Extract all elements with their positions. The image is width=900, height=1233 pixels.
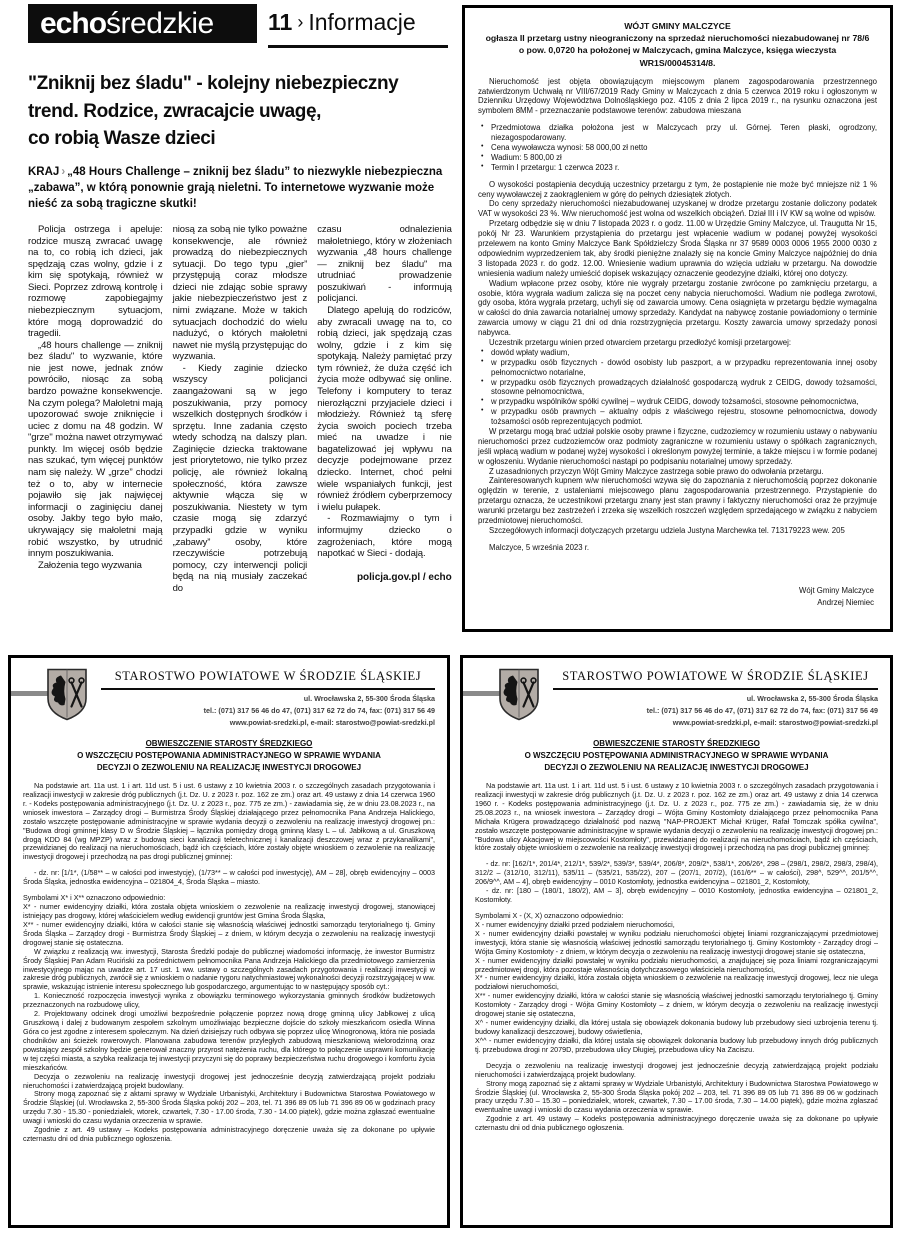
starostwo-contact: [647, 693, 878, 729]
announcement-paragraph: Zainteresowanych kupnem w/w nieruchomości wzywa się do zapoznania z nieruchomością poprzez dokonanie oględzin w terenie, z ustaleniami miejscowego planu zagospodarowania przestrzennego. Przystąpienie do przetargu oznacza, że uczestnikowi przetargu znany jest stan prawny i faktyczny nieruchomości oraz że przyjmuje warunki przetargu bez zastrzeżeń i zrzeka się wszelkich roszczeń względem sprzedającego w związku z nabyciem przedmiotowej nieruchomości.: [478, 476, 877, 525]
section-name: Informacje: [308, 9, 416, 35]
notice-paragraph: Na podstawie art. 11a ust. 1 i art. 11d ust. 5 i ust. 6 ustawy z 10 kwietnia 2003 r. o szczególnych zasadach przygotowania i realizacji inwestycji w zakresie dróg publicznych (j.t. Dz. U. z 2023 r. poz. 162 ze zm.) oraz art. 49 ustawy z dnia 14 czerwca 1960 r. - Kodeks postępowania administracyjnego (j.t. Dz. U. z 2023 r., poz. 775 ze zm.) - zawiadamia się, że w dniu 25.08.2023 r., na wniosek inwestora – Zarządcy drogi – Wójta Gminy Kostomłoty działającego przez pełnomocnika Pana Michała Krügera prowadzącego działalność pod nazwą "NAP-PROJEKT Michał Krüger, Rafał Tomczak spółka cywilna", zostało wszczęte postępowanie administracyjne w sprawie wydania decyzji o zezwoleniu na realizację inwestycji drogowej pn.: "Budowa ulicy Akacjowej w miejscowości Kostomłoty", przewidzianej do realizacji na nieruchomościach, bądź ich częściach, które zostały objęte wnioskiem o zezwolenie na realizację inwestycji drogowej i przechodzą na pas drogi publicznej gminnej:: [475, 781, 878, 853]
announcement-heading-authority: WÓJT GMINY MALCZYCE: [624, 21, 731, 31]
signature-block: [799, 585, 874, 609]
notice-subtitle-1: O WSZCZĘCIU POSTĘPOWANIA ADMINISTRACYJNEGO W SPRAWIE WYDANIA: [77, 751, 381, 760]
notice-paragraph: X^^ - numer ewidencyjny działki, dla której ustala się obowiązek dokonania budowy lub przebudowy innych dróg publicznych tj. przebudowa drogi nr 2079D, przebudowa ulicy Długiej, przebudowa ulicy Na Zaciszu.: [475, 1035, 878, 1054]
lead-tag: KRAJ: [28, 165, 60, 178]
coat-of-arms-icon: [499, 668, 539, 721]
article-body: [28, 224, 452, 622]
announcement-paragraph: Z uzasadnionych przyczyn Wójt Gminy Malczyce zastrzega sobie prawo do odwołania przetargu.: [489, 466, 824, 476]
announcement-paragraph: Szczegółowych informacji dotyczących przetargu udziela Justyna Marchewka tel. 713179223 wew. 205: [489, 525, 845, 535]
notice-paragraph: X - numer ewidencyjny działki powstałej w wyniku podziału nieruchomości objętej liniami rozgraniczającymi przedmiotowej inwestycji, która stanie się własnością właściwej jednostki samorządu terytorialnego tj. Gminy Kostomłoty - Zarządcy drogi – Wójta Gminy Kostomłoty - z dniem, w którym decyzja o zezwoleniu na realizację inwestycji drogowej stanie się ostateczna,: [475, 928, 878, 956]
notice-subtitle-2: DECYZJI O ZEZWOLENIU NA REALIZACJĘ INWESTYCJI DROGOWEJ: [544, 763, 809, 772]
masthead-echo: echo: [40, 6, 107, 40]
notice-paragraph: X** - numer ewidencyjny działki, która w całości stanie się własnością właściwej jednostki samorządu terytorialnego tj. Gminy Kostomłoty - Zarządcy drogi - Wójta Gminy Kostomłoty – z dniem, w którym decyzja o zezwoleniu na realizację inwestycji drogowej stanie się ostateczna,: [475, 991, 878, 1019]
announcement-paragraph: • w przypadku osób prawnych – aktualny odpis z właściwego rejestru, stosowne pełnomocnictwa, dowody tożsamości osób reprezentujących podmiot.: [478, 407, 877, 427]
notice-paragraph: X* - numer ewidencyjny działki, która została objęta wnioskiem o zezwolenie na realizację inwestycji drogowej, lecz nie ulega podziałowi nieruchomości,: [475, 973, 878, 992]
announcement-malczyce: [462, 5, 893, 632]
article-column-1: [28, 224, 163, 622]
announcement-body: [478, 77, 877, 553]
announcement-paragraph: Uczestnik przetargu winien przed otwarciem przetargu przedłożyć komisji przetargowej:: [489, 337, 792, 347]
article-column-2: [173, 224, 308, 622]
notice-paragraph: - dz. nr: [1/1*, (1/58** – w całości pod inwestycję), (1/73** – w całości pod inwestycję), AM – 28], obręb ewidencyjny – 0003 Środa Śląska, jednostka ewidencyjna – 021804_4, Środa Śląska – miasto.: [23, 868, 435, 887]
article-paragraph: Założenia tego wyzwania: [38, 559, 142, 571]
article-paragraph: - Kiedy zaginie dziecko wszyscy policjanci zaangażowani są w jego poszukiwania, przy pomocy wszelkich dostępnych środków i sprzętu. Inne zadania często wtedy schodzą na dalszy plan. Zaginięcie dziecka traktowane jest priorytetowo, nie tylko przez policję, ale również lokalną społeczność, która zawsze aktywnie włącza się w poszukiwania. Niestety w tym czasie mogą się zdarzyć przypadki gdzie w wyniku „zabawy” osoby, które rzeczywiście potrzebują pomocy, czy interwencji policji będą na nią musiały zaczekać do: [172, 362, 308, 594]
announcement-starostwo-sroda: [8, 655, 450, 1228]
notice-paragraph: 1. Konieczność rozpoczęcia inwestycji wynika z obowiązku terminowego wykorzystania gminnych środków budżetowych przeznaczonych na rozbudowę ulicy,: [23, 991, 435, 1010]
notice-paragraph: Strony mogą zapoznać się z aktami sprawy w Wydziale Urbanistyki, Architektury i Budownictwa Starostwa Powiatowego w Środzie Śląskiej (ul. Wrocławska 2, 55-300 Środa Śląska pokój 202 – 203, tel. 71 396 89 05 lub 71 396 89 06 w godzinach pracy urzędu 7.30 - 15.30 - poniedziałek, wtorek, czwartek, 7.30 - 17.00 środa, 7.30 - 14.00 piątek), gdzie można zgłaszać ewentualne uwagi i wnioski do czasu wydania orzeczenia w sprawie.: [23, 1089, 435, 1126]
notice-paragraph: X - numer ewidencyjny działki przed podziałem nieruchomości,: [475, 919, 675, 929]
announcement-heading-subject: ogłasza II przetarg ustny nieograniczony na sprzedaż nieruchomości niezabudowanej nr 78/6 o pow. 0,0720 ha położonej w Malczycach, gmina Malczyce, księga wieczysta WR1S/00045314/8.: [485, 33, 870, 68]
starostwo-letterhead: [23, 668, 435, 734]
starostwo-address: ul. Wrocławska 2, 55-300 Środa Śląska: [303, 694, 435, 703]
notice-heading: [23, 738, 435, 774]
starostwo-name: STAROSTWO POWIATOWE W ŚRODZIE ŚLĄSKIEJ: [101, 669, 435, 690]
announcement-heading: [485, 20, 870, 69]
article-lead: [28, 164, 452, 212]
notice-title: OBWIESZCZENIE STAROSTY ŚREDZKIEGO: [145, 739, 313, 748]
announcement-paragraph: • dowód wpłaty wadium,: [478, 348, 877, 358]
notice-paragraph: X** - numer ewidencyjny działki, która w całości stanie się własnością właściwej jednostki samorządu terytorialnego tj. Gminy Środa Śląska – Zarządcy drogi - Burmistrza Środy Śląskiej – z dniem, w którym decyzja o zezwoleniu na realizację inwestycji drogowej stanie się ostateczna.: [23, 919, 435, 947]
notice-paragraph: X - numer ewidencyjny działki powstałej w wyniku podziału nieruchomości, a znajdującej się poza liniami rozgraniczającymi przedmiotowej drogi, która pozostaje własnością dotychczasowego właściciela nieruchomości,: [475, 955, 878, 974]
notice-paragraph: X^ - numer ewidencyjny działki, dla której ustala się obowiązek dokonania budowy lub przebudowy sieci uzbrojenia terenu tj. budowy kanalizacji deszczowej, budowy oświetlenia,: [475, 1018, 878, 1036]
notice-heading: [475, 738, 878, 774]
article-title-line: co robią Wasze dzieci: [28, 128, 216, 150]
starostwo-phone: tel.: (071) 317 56 46 do 47, (071) 317 62 72 do 74, fax: (071) 317 56 49: [646, 705, 878, 715]
article: [28, 70, 452, 622]
notice-body: [23, 782, 435, 1144]
announcement-paragraph: • Wadium: 5 800,00 zł: [478, 153, 877, 163]
announcement-paragraph: • w przypadku osób fizycznych prowadzących działalność gospodarczą wydruk z CEIDG, dowody tożsamości, stosowne pełnomocnictwa,: [478, 378, 877, 398]
notice-subtitle-2: DECYZJI O ZEZWOLENIU NA REALIZACJĘ INWESTYCJI DROGOWEJ: [96, 763, 362, 772]
notice-paragraph: Zgodnie z art. 49 ustawy – Kodeks postępowania administracyjnego doręczenie uważa się za dokonane po upływie czternastu dni od dnia publicznego ogłoszenia.: [23, 1125, 435, 1144]
notice-title: OBWIESZCZENIE STAROSTY ŚREDZKIEGO: [593, 739, 760, 748]
notice-paragraph: X* - numer ewidencyjny działki, która została objęta wnioskiem o zezwolenie na realizację inwestycji drogowej, stanowiącej istniejący pas drogowy, której właścicielem według ewidencji gruntów jest Gmina Środa Śląska,: [23, 902, 435, 920]
notice-body: [475, 782, 878, 1133]
lead-text: „48 Hours Challenge – zniknij bez śladu” to niezwykle niebezpieczna „zabawa”, w którą ponownie grają nieletni. To internetowe wyzwanie może nieść za sobą tragiczne skutki!: [28, 165, 443, 210]
page-section-header: [268, 9, 416, 36]
announcement-paragraph: W przetargu mogą brać udział polskie osoby prawne i fizyczne, cudzoziemcy w rozumieniu ustawy o nabywaniu nieruchomości przez cudzoziemców oraz podmioty zagraniczne w rozumieniu ustawy o spółkach zagranicznych, jeśli wpłacą wadium w podanej wyżej wysokości i określonym powyżej terminie, a także miejscu i w formie podanej w ogłoszeniu. Wydanie nieruchomości nastąpi po podpisaniu notarialnej umowy sprzedaży.: [478, 426, 877, 466]
page-number: 11: [268, 9, 293, 35]
announcement-paragraph: Do ceny sprzedaży nieruchomości niezabudowanej uzyskanej w drodze przetargu zostanie doliczony podatek VAT w wysokości 23 %. W/w nieruchomość jest wolna od wszelkich obciążeń. Dział III i IV KW są wolne od wpisów.: [478, 199, 877, 219]
article-paragraph: Policja ostrzega i apeluje: rodzice muszą zwracać uwagę na to, co robią ich dzieci, jak spędzają czas wolny, gdzie i z kim się spotykają, również w Sieci. Poprzez zdrową kontrolę i rozmowę zapobiegajmy niebezpiecznym sytuacjom, które mogą doprowadzić do tragedii.: [28, 223, 163, 340]
announcement-paragraph: Wadium wpłacone przez osoby, które nie wygrały przetargu zostanie zwrócone po zamknięciu przetargu, a osobie, która wygrała wadium zalicza się na poczet ceny nabycia nieruchomości. Wadium nie podlega zwrotowi, gdy osoba, która wygrała przetarg, uchyli się od zawarcia umowy. Cena osiągnięta w przetargu będzie wymagalna w całości do dnia zawarcia notarialnej umowy sprzedaży. Kandydat na nabywcę zostanie powiadomiony o terminie zawarcia umowy w ciągu 21 dni od dnia rozstrzygnięcia przetargu. Koszty zawarcia umowy sprzedaży ponosi nabywca.: [478, 278, 877, 338]
notice-paragraph: Strony mogą zapoznać się z aktami sprawy w Wydziale Urbanistyki, Architektury i Budownictwa Starostwa Powiatowego w Środzie Śląskiej (ul. Wrocławska 2, 55-300 Środa Śląska pokój 202 – 203, tel. 71 396 89 05 lub 71 396 89 06 w godzinach pracy urzędu 7.30 – 15.30 – poniedziałek, wtorek, czwartek, 7.30 – 17.00 środa, 7.30 – 14.00 piątek), gdzie można zgłaszać ewentualne uwagi i wnioski do czasu wydania orzeczenia w sprawie.: [475, 1078, 878, 1115]
article-paragraph: czasu odnalezienia małoletniego, który w złożeniach wyzwania „48 hours challenge — zniknij bez śladu" ma utrudniać prowadzenie poszukiwań - informują policjanci.: [317, 223, 452, 305]
article-title-line: "Zniknij bez śladu" - kolejny niebezpieczny: [28, 73, 399, 94]
starostwo-name: STAROSTWO POWIATOWE W ŚRODZIE ŚLĄSKIEJ: [553, 669, 878, 690]
notice-paragraph: Na podstawie art. 11a ust. 1 i art. 11d ust. 5 i ust. 6 ustawy z 10 kwietnia 2003 r. o szczególnych zasadach przygotowania i realizacji inwestycji w zakresie dróg publicznych (j.t. Dz. U. z 2023 r. poz. 162 ze zm.) oraz art. 49 ustawy z dnia 14 czerwca 1960 r. - Kodeks postępowania administracyjnego (j.t. Dz. U. z 2023 r., poz. 775 ze zm.) - zawiadamia się, że w dniu 23.08.2023 r., na wniosek inwestora – Zarządcy drogi – Burmistrza Środy Śląskiej działającego przez pełnomocnika Pana Andrzeja Halickiego, zostało wszczęte postępowanie administracyjne w sprawie wydania decyzji o zezwoleniu na realizację inwestycji drogowej pn.: "Budowa drogi gminnej klasy D w Środzie Śląskiej – łącznika pomiędzy drogą gminną klasy L – ul. Jabłkową a ul. Gruszkową drogą KDD 84 (wg MPZP) wraz z budową sieci kanalizacji teletechnicznej i kanalizacji deszczowej wraz z przykanalikami", przewidzianej do realizacji na nieruchomościach, bądź ich częściach, które zostały objęte wnioskiem o zezwolenie na realizację inwestycji drogowej i przechodzą na pas drogi publicznej gminnej:: [23, 781, 435, 862]
masthead-sredzkie: średzkie: [106, 6, 214, 40]
signature-name: Andrzej Niemiec: [817, 597, 874, 607]
announcement-paragraph: Przetarg odbędzie się w dniu 7 listopada 2023 r. o godz. 11.00 w Urzędzie Gminy Malczyce, ul. Traugutta Nr 15, pokój Nr 23. Warunkiem przystąpienia do przetargu jest wpłacenie wadium w podanej powyżej wysokości przelewem na konto Gminy Malczyce Bank Spółdzielczy Środa Śląska nr 37 9589 0003 0006 1955 2000 0030 z odpowiednim wyprzedzeniem tak, aby środki pieniężne znalazły się na koncie Gminy Malczyce najpóźniej do dnia 3 listopada 2023 r. do godz. 12.00. Wniesienie wadium uprawnia do wzięcia udziału w przetargu. Na dowodzie wniesienia wadium należy umieścić dopisek wskazujący oznaczenie geodezyjne działki, której ono dotyczy.: [478, 219, 877, 278]
announcement-paragraph: • Cena wywoławcza wynosi: 58 000,00 zł netto: [478, 143, 877, 153]
notice-paragraph: Decyzja o zezwoleniu na realizację inwestycji drogowej jest jednocześnie decyzją zatwierdzającą projekt podziału nieruchomości i zatwierdzającą projekt budowlany.: [475, 1060, 878, 1079]
article-paragraph: - Rozmawiajmy o tym i informujmy dziecko o zagrożeniach, które mogą napotkać w Sieci - dodają.: [317, 513, 452, 560]
chevron-right-icon: ›: [61, 165, 66, 178]
notice-paragraph: Symbolami X* i X** oznaczono odpowiednio:: [23, 893, 166, 903]
article-title: [28, 70, 452, 153]
notice-paragraph: - dz. nr: [180 – (180/1, 180/2), AM – 3], obręb ewidencyjny – 0010 Kostomłoty, jednostka ewidencyjna – 021801_2, Kostomłoty.: [475, 886, 878, 905]
notice-paragraph: Zgodnie z art. 49 ustawy – Kodeks postępowania administracyjnego doręczenie uważa się za dokonane po upływie czternastu dni od dnia publicznego ogłoszenia.: [475, 1114, 878, 1133]
starostwo-contact: [204, 693, 435, 729]
chevron-right-icon: ›: [297, 12, 304, 32]
masthead: [28, 4, 257, 43]
announcement-paragraph: • w przypadku wspólników spółki cywilnej – wydruk CEIDG, dowody tożsamości, stosowne pełnomocnictwa,: [478, 397, 877, 407]
section-underline: [268, 45, 448, 48]
starostwo-phone: tel.: (071) 317 56 46 do 47, (071) 317 62 72 do 74, fax: (071) 317 56 49: [203, 705, 435, 715]
announcement-paragraph: • Termin I przetargu: 1 czerwca 2023 r.: [478, 163, 877, 173]
starostwo-web-email: www.powiat-sredzki.pl, e-mail: starostwo@powiat-sredzki.pl: [672, 717, 878, 727]
announcement-paragraph: Malczyce, 5 września 2023 r.: [489, 542, 590, 552]
announcement-paragraph: Nieruchomość jest objęta obowiązującym miejscowym planem zagospodarowania przestrzennego zatwierdzonym Uchwałą nr VIII/67/2019 Rady Gminy w Malczycach z dnia 5 czerwca 2019 roku i ogłoszonym w Dzienniku Urzędowy Województwa Dolnośląskiego poz. 4105 z dnia 2 lipca 2019 r., na rysunku oznaczona jest symbolem 8MM - przeznaczanie podstawowe terenów: zabudowa mieszana: [478, 76, 877, 116]
starostwo-letterhead: [475, 668, 878, 734]
notice-paragraph: 2. Projektowany odcinek drogi umożliwi bezpośrednie połączenie poprzez nową drogę gminną ulicy Jabłkowej z ulicą Gruszkową i dalej z budowanym zespołem szkolnym umożliwiając bezpieczne dojście do szkoły mieszkańcom osiedla Winna Góra co jest zgodne z interesem społecznym. Na dzień dzisiejszy ruch odbywa się poprzez ulicę Winogronową, która nie posiada chodników ani ścieżek rowerowych. Planowana zabudowa terenów przyległych zabudową mieszkaniową wielorodzinną oraz powstający zespół szkolny będzie generował znaczny przyrost natężenia ruchu, dla którego to połączenie usprawni komunikację w tej części miasta, a szybka realizacja tej inwestycji przyczyni się do poprawy bezpieczeństwa ruchu drogowego i komfortu życia mieszkańców.: [23, 1009, 435, 1072]
article-paragraph: Dlatego apelują do rodziców, aby zwracali uwagę na to, co robią dzieci, jak spędzają czas wolny, gdzie i z kim się spotykają. Należy pamiętać przy tym również, że duża część ich życia może odbywać się online. Telefony i komputery to teraz nierozłączni przyjaciele dzieci i młodzieży. Również tą sferę życia swoich pociech trzeba mieć na uwadze i nie bagatelizować jej wpływu na decyzje podejmowane przez dziecko. Internet, choć pełni wiele wspaniałych funkcji, jest również źródłem cyberprzemocy i wielu pułapek.: [317, 304, 452, 513]
announcement-paragraph: O wysokości postąpienia decydują uczestnicy przetargu z tym, że postąpienie nie może być mniejsze niż 1 % ceny wywoławczej z zaokrągleniem w górę do pełnych dziesiątek złotych.: [478, 179, 877, 199]
article-paragraph: niosą za sobą nie tylko poważne konsekwencje, ale również prowadzą do niebezpiecznych sytuacji. Do tego typu „gier” przystępują coraz młodsze dzieci nie zdając sobie sprawy jakie niebezpieczeństwo jest z nimi związane. Może w takich sytuacjach dochodzić do wielu nadużyć, o których małoletni nawet nie myślą przystępując do wyzwania.: [172, 223, 308, 363]
article-paragraph: „48 hours challenge — zniknij bez śladu" to wyzwanie, które nie jest nowe, jednak znów powróciło, niosąc za sobą bardzo poważne konsekwencje. Na czym polega? Małoletni mają upozorować swoje zniknięcie i uciec z domu na 48 godzin. W "grze" można nawet otrzymywać punkty. Im więcej osób będzie nas szukać, tym więcej punktów nam się należy. W „grze” chodzi też o to, aby w internecie pojawiło się jak najwięcej informacji o zaginięciu danej osoby. Jakby tego było mało, ukrywający się małoletni mają robić wszystko, by utrudnić innym poszukiwania.: [28, 339, 163, 560]
signature-title: Wójt Gminy Malczyce: [799, 585, 874, 595]
article-column-3: [317, 224, 452, 622]
starostwo-web-email: www.powiat-sredzki.pl, e-mail: starostwo@powiat-sredzki.pl: [229, 717, 435, 727]
announcement-paragraph: • w przypadku osób fizycznych - dowód osobisty lub paszport, a w przypadku reprezentowania innej osoby pełnomocnictwo notarialne,: [478, 358, 877, 378]
notice-paragraph: W związku z realizacją ww. inwestycji, Starosta Średzki podaje do publicznej wiadomości informację, że inwestor Burmistrz Środy Śląskiej Pan Adam Ruciński za pośrednictwem pełnomocnika Pana Andrzeja Halickiego dla przedmiotowego zamierzenia inwestycyjnego mając na uwadze art. 17 ust. 1 ww. ustawy o szczególnych zasadach przygotowania i realizacji inwestycji w zakresie dróg publicznych, zwrócił się z wnioskiem o nadanie rygoru natychmiastowej wykonalności decyzji rozstrzygającej w ww. sprawie, wskazując istnienie interesu społecznego lub gospodarczego, argumentując to w następujący sposób cyt.:: [23, 946, 435, 992]
notice-subtitle-1: O WSZCZĘCIU POSTĘPOWANIA ADMINISTRACYJNEGO W SPRAWIE WYDANIA: [524, 751, 829, 760]
notice-paragraph: Symbolami X - (X, X) oznaczono odpowiednio:: [475, 910, 624, 920]
notice-paragraph: - dz. nr: [162/1*, 201/4*, 212/1*, 539/2*, 539/3*, 539/4*, 206/8*, 209/2*, 538/1*, 206/26*, 298 – (298/1, 298/2, 298/3, 298/4), 312/2 – (312/10, 312/11), 535/11 – (535/21, 535/22), 207 – (207/1, 207/2), (161/6** – w całości), 298^, 529^^, 201/5^^, 206/9^^, AM – 4], obręb ewidencyjny – 0010 Kostomłoty, jednostka ewidencyjna – 021801_2, Kostomłoty,: [475, 859, 878, 887]
announcement-paragraph: • Przedmiotowa działka położona jest w Malczycach przy ul. Górnej. Teren płaski, ogrodzony, niezagospodarowany.: [478, 123, 877, 143]
notice-paragraph: Decyzja o zezwoleniu na realizację inwestycji drogowej jest jednocześnie decyzją zatwierdzającą projekt podziału nieruchomości i zatwierdzającą projekt budowlany.: [23, 1071, 435, 1090]
article-title-line: trend. Rodzice, zwracajcie uwagę,: [28, 100, 322, 122]
coat-of-arms-icon: [47, 668, 87, 721]
starostwo-address: ul. Wrocławska 2, 55-300 Środa Śląska: [746, 694, 878, 703]
announcement-starostwo-kostomloty: [460, 655, 893, 1228]
article-paragraph: policja.gov.pl / echo: [356, 571, 452, 583]
